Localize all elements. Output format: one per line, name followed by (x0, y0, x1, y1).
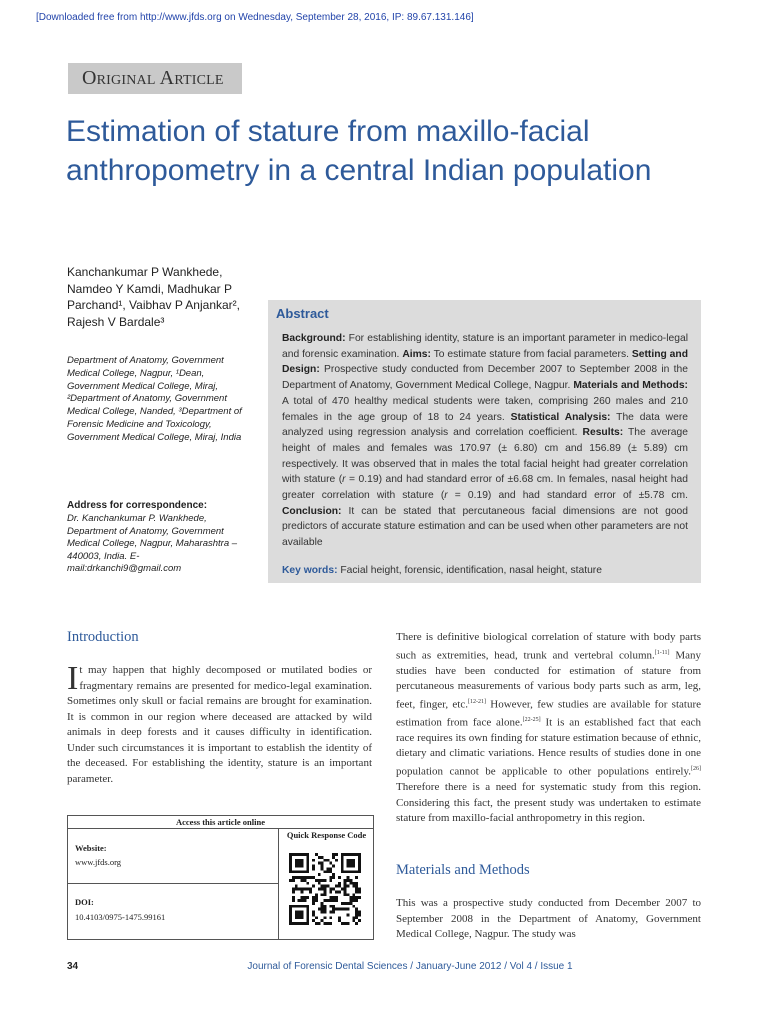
abstract-stats-label: Statistical Analysis: (510, 411, 611, 423)
keywords-list: Facial height, forensic, identification, nasal height, stature (340, 565, 602, 576)
journal-footer: Journal of Forensic Dental Sciences / January-June 2012 / Vol 4 / Issue 1 (247, 961, 573, 972)
abstract-design-label: Setting and Design: (282, 348, 688, 376)
introduction-continued (396, 630, 701, 827)
intro-p3: However, few studies are available for stature estimation from face alone. (396, 698, 701, 729)
abstract-results-label: Results: (582, 427, 624, 439)
abstract-r-symbol-1: r (342, 474, 346, 486)
abstract-aims: To estimate stature from facial parameters. (433, 348, 629, 360)
abstract-methods: A total of 470 healthy medical students were taken, comprising 260 males and 210 females in the age group of 18 to 24 years. (282, 395, 688, 423)
citation-3[interactable]: [22-25] (522, 716, 541, 723)
citation-2[interactable]: [12-21] (467, 698, 486, 705)
download-banner: [Downloaded free from http://www.jfds.org on Wednesday, September 28, 2016, IP: 89.67.131.146] (36, 12, 474, 23)
article-title: Estimation of stature from maxillo-facial anthropometry in a central Indian population (66, 115, 652, 187)
intro-p5: Therefore there is a need for systematic study from this region. Considering this fact, the present study was undertaken to estimate stature from maxillo-facial anthropometry in this region. (396, 781, 701, 825)
access-box-row-divider (67, 883, 278, 884)
introduction-heading: Introduction (67, 629, 139, 645)
abstract-r-symbol-2: r (444, 490, 448, 502)
citation-4[interactable]: [26] (691, 765, 701, 772)
access-box-divider (278, 829, 279, 940)
access-online-title: Access this article online (67, 815, 374, 829)
methods-heading: Materials and Methods (396, 862, 530, 878)
correspondence-address: Dr. Kanchankumar P. Wankhede, Department of Anatomy, Government Medical College, Nagpur, Maharashtra – 440003, India. E-mail:drkanchi9@gmail.com (67, 513, 238, 575)
intro-p2: Many studies have been conducted for estimation of stature from percutaneous measurements of various body parts such as arm, leg, feet, finger, etc. (396, 649, 701, 711)
citation-1[interactable]: [1-11] (654, 649, 670, 656)
introduction-body (67, 660, 372, 787)
page-number: 34 (67, 961, 79, 972)
abstract-body (282, 331, 688, 551)
doi-label: DOI: (75, 897, 94, 907)
keywords (282, 565, 692, 576)
abstract-results-b: = 0.19) and had standard error of ±6.68 cm. In females, nasal height had greater correlation with stature ( (282, 474, 688, 502)
intro-p4: It is an established fact that each race requires its own finding for stature estimation because of ethnic, dietary and climatic variations. Hence results of studies done in one population cannot be applicable to other populations entirely. (396, 716, 701, 778)
methods-body: This was a prospective study conducted from December 2007 to September 2008 in the Department of Anatomy, Government Medical College, Nagpur. The study was (396, 897, 701, 940)
abstract-methods-label: Materials and Methods: (573, 380, 688, 392)
qr-code-icon (289, 853, 361, 925)
article-type-label (68, 63, 242, 94)
abstract-background: For establishing identity, stature is an important parameter in medico-legal and forensic examination. (282, 333, 688, 360)
abstract-results-a: The average height of males and females was 170.97 (± 6.80) cm and 156.89 (± 5.89) cm respectively. It was observed that in males the total facial height had greater correlation with stature ( (282, 427, 688, 486)
doi-value: 10.4103/0975-1475.99161 (75, 912, 166, 922)
introduction-dropcap: I (67, 660, 79, 697)
abstract-background-label: Background: (282, 333, 346, 344)
article-type-text: Original Article (82, 67, 224, 89)
abstract-conclusion: It can be stated that percutaneous facial dimensions are not good predictors of accurate stature estimation and can be used when other parameters are not available (282, 505, 688, 549)
abstract-aims-label: Aims: (402, 348, 431, 360)
correspondence-heading: Address for correspondence: (67, 500, 208, 511)
qr-code-label: Quick Response Code (286, 830, 367, 840)
abstract-design: Prospective study conducted from December 2007 to September 2008 in the Department of Anatomy, Government Medical College, Nagpur. (282, 364, 688, 392)
abstract-heading: Abstract (276, 306, 329, 321)
author-list: Kanchankumar P Wankhede, Namdeo Y Kamdi, Madhukar P Parchand¹, Vaibhav P Anjankar², Rajesh V Bardale³ (67, 265, 240, 329)
abstract-conclusion-label: Conclusion: (282, 505, 342, 517)
abstract-stats: The data were analyzed using regression analysis and correlation coefficient. (282, 411, 688, 439)
intro-p1: There is definitive biological correlation of stature with body parts such as extremities, head, trunk and vertebral column. (396, 631, 701, 662)
website-link[interactable]: www.jfds.org (75, 857, 122, 867)
abstract-results-c: = 0.19) and had standard error of ±5.78 cm. (447, 490, 688, 502)
keywords-label: Key words: (282, 565, 338, 576)
website-label: Website: (75, 843, 107, 853)
author-affiliation: Department of Anatomy, Government Medical College, Nagpur, ¹Dean, Government Medical College, Miraj, ²Department of Anatomy, Government Medical College, Nanded, ³Department of Forensic Medicine and Toxicology, Government Medical College, Miraj, India (67, 355, 242, 443)
introduction-text: t may happen that highly decomposed or mutilated bodies or fragmentary remains are presented for medico-legal examination. Sometimes only skull or facial remains are brought for examination. It is common in our region where deceased are attacked by wild animals in deep forests and it causes difficulty in identification. Under such circumstances it is important to establish the identity of the deceased. For establishing the identity, stature is an important parameter. (67, 664, 372, 785)
